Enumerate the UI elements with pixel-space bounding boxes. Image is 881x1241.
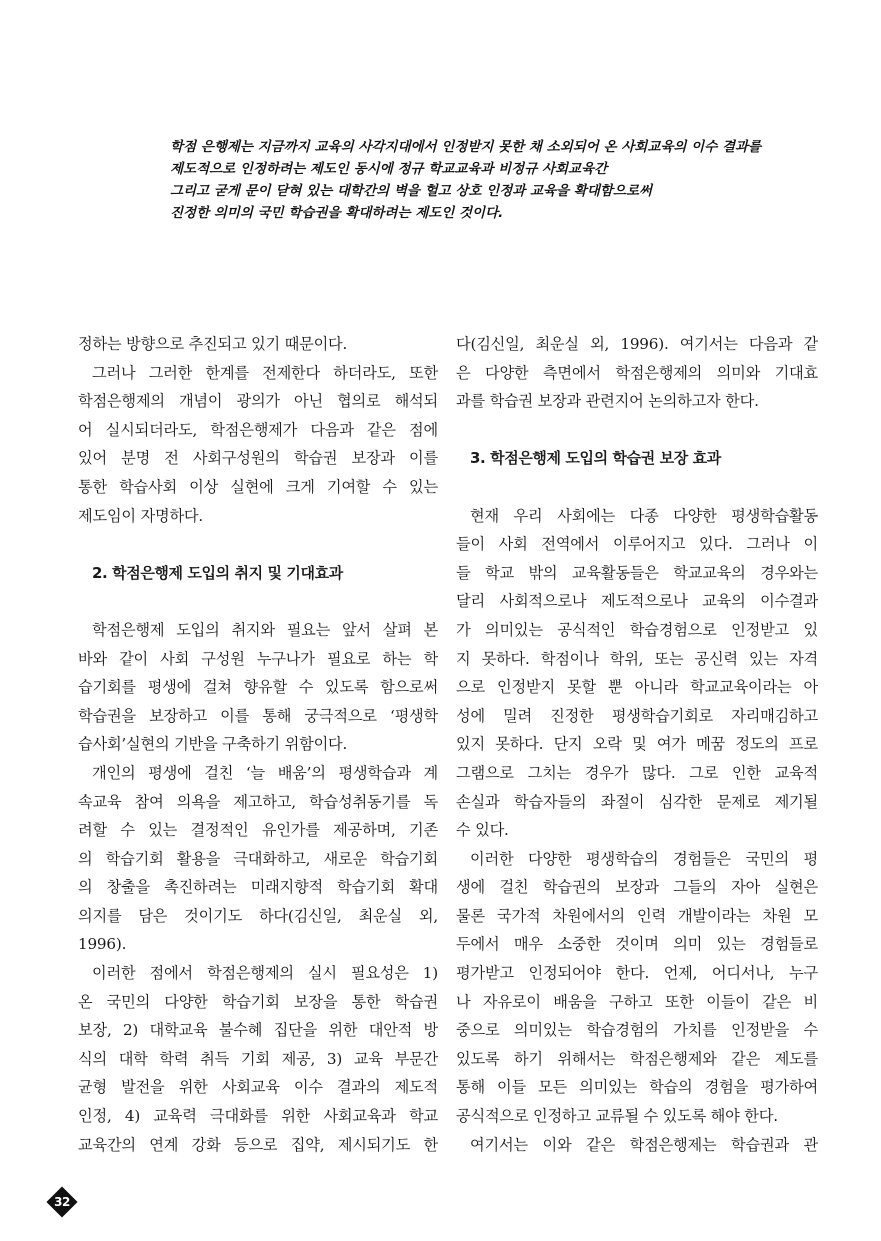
paragraph: [78, 959, 438, 1159]
text-line: 속교육 참여 의욕을 제고하고, 학습성취동기를 독: [78, 792, 438, 811]
text-line: 물론 국가적 차원에서의 인력 개발이라는 차원 모: [456, 906, 818, 925]
text-line: 인정, 4) 교육력 극대화를 위한 사회교육과 학교: [78, 1107, 438, 1126]
text-line: 과를 학습권 보장과 관련지어 논의하고자 한다.: [456, 392, 759, 411]
left-column: [78, 330, 438, 1159]
paragraph: [78, 330, 438, 359]
section-heading: 2. 학점은행제 도입의 취지 및 기대효과: [92, 563, 343, 582]
pull-quote-line: 그리고 굳게 문이 닫혀 있는 대학간의 벽을 헐고 상호 인정과 교육을 확대함으로써: [170, 183, 653, 199]
text-line: 들이 사회 전역에서 이루어지고 있다. 그러나 이: [456, 535, 818, 554]
spacer: [78, 530, 438, 559]
paragraph: [456, 845, 818, 1131]
text-line: 려할 수 있는 결정적인 유인가를 제공하며, 기존: [78, 821, 438, 840]
pull-quote-line: 진정한 의미의 국민 학습권을 확대하려는 제도인 것이다.: [170, 205, 504, 221]
text-line: 제도임이 자명하다.: [78, 506, 204, 525]
text-line: 중으로 의미있는 학습경험의 가치를 인정받을 수: [456, 1021, 818, 1040]
text-line: 성에 밀려 진정한 평생학습기회로 자리매김하고: [456, 706, 818, 725]
text-line: 평가받고 인정되어야 한다. 언제, 어디서나, 누구: [456, 964, 818, 983]
text-line: 두에서 매우 소중한 것이며 의미 있는 경험들로: [456, 935, 818, 954]
text-line: 들 학교 밖의 교육활동들은 학교교육의 경우와는: [456, 563, 818, 582]
text-line: 어 실시되더라도, 학점은행제가 다음과 같은 점에: [78, 420, 438, 439]
text-line: 공식적으로 인정하고 교류될 수 있도록 해야 한다.: [456, 1107, 778, 1126]
spacer: [456, 416, 818, 445]
pull-quote: [170, 136, 770, 224]
text-line: 통해 이들 모든 의미있는 학습의 경험을 평가하여: [456, 1078, 818, 1097]
text-line: 의 창출을 촉진하려는 미래지향적 학습기회 확대: [78, 878, 438, 897]
page-number: 32: [54, 1195, 70, 1209]
text-line: 있도록 하기 위해서는 학점은행제와 같은 제도를: [456, 1049, 818, 1068]
text-line: 생에 걸친 학습권의 보장과 그들의 자아 실현은: [456, 878, 818, 897]
text-line: 이러한 점에서 학점은행제의 실시 필요성은 1): [92, 964, 438, 983]
text-line: 수 있다.: [456, 821, 509, 840]
text-line: 나 자유로이 배움을 구하고 또한 이들이 같은 비: [456, 992, 818, 1011]
text-line: 으로 인정받지 못할 뿐 아니라 학교교육이라는 아: [456, 678, 818, 697]
page-number-badge: [47, 1187, 77, 1217]
text-line: 습사회’실현의 기반을 구축하기 위함이다.: [78, 735, 348, 754]
text-line: 습기회를 평생에 걸쳐 향유할 수 있도록 함으로써: [78, 678, 438, 697]
text-line: 있어 분명 전 사회구성원의 학습권 보장과 이를: [78, 449, 438, 468]
spacer: [78, 587, 438, 616]
paragraph: [78, 759, 438, 959]
text-line: 그램으로 그치는 경우가 많다. 그로 인한 교육적: [456, 763, 818, 782]
text-line: 통한 학습사회 이상 실현에 크게 기여할 수 있는: [78, 477, 438, 496]
text-line: 있지 못하다. 단지 오락 및 여가 메꿈 정도의 프로: [456, 735, 818, 754]
text-line: 가 의미있는 공식적인 학습경험으로 인정받고 있: [456, 620, 818, 639]
spacer: [456, 473, 818, 502]
text-line: 의지를 담은 것이기도 하다(김신일, 최운실 외,: [78, 906, 438, 925]
pull-quote-line: 제도적으로 인정하려는 제도인 동시에 정규 학교교육과 비정규 사회교육간: [170, 161, 608, 177]
text-line: 교육간의 연계 강화 등으로 집약, 제시되기도 한: [78, 1135, 438, 1154]
text-line: 여기서는 이와 같은 학점은행제는 학습권과 관: [470, 1135, 818, 1154]
text-line: 보장, 2) 대학교육 불수혜 집단을 위한 대안적 방: [78, 1021, 438, 1040]
text-line: 1996).: [78, 935, 127, 954]
pull-quote-line: 학점 은행제는 지금까지 교육의 사각지대에서 인정받지 못한 채 소외되어 온 사회교육의 이수 결과를: [170, 139, 762, 155]
right-column: [456, 330, 818, 1159]
text-line: 학점은행제 도입의 취지와 필요는 앞서 살펴 본: [92, 620, 438, 639]
paragraph: [456, 502, 818, 845]
text-line: 다(김신일, 최운실 외, 1996). 여기서는 다음과 같: [456, 335, 818, 353]
text-line: 현재 우리 사회에는 다종 다양한 평생학습활동: [470, 506, 818, 525]
paragraph: [456, 330, 818, 416]
text-line: 균형 발전을 위한 사회교육 이수 결과의 제도적: [78, 1078, 438, 1097]
text-line: 온 국민의 다양한 학습기회 보장을 통한 학습권: [78, 992, 438, 1011]
text-line: 달리 사회적으로나 제도적으로나 교육의 이수결과: [456, 592, 818, 611]
paragraph: [78, 359, 438, 531]
section-heading: 3. 학점은행제 도입의 학습권 보장 효과: [470, 449, 721, 468]
text-line: 이러한 다양한 평생학습의 경험들은 국민의 평: [470, 849, 818, 868]
text-line: 손실과 학습자들의 좌절이 심각한 문제로 제기될: [456, 792, 818, 811]
text-line: 그러나 그러한 한계를 전제한다 하더라도, 또한: [92, 363, 438, 382]
paragraph: [456, 1131, 818, 1160]
text-line: 지 못하다. 학점이나 학위, 또는 공신력 있는 자격: [456, 649, 818, 668]
text-line: 바와 같이 사회 구성원 누구나가 필요로 하는 학: [78, 649, 438, 668]
text-line: 학점은행제의 개념이 광의가 아닌 협의로 해석되: [78, 392, 438, 411]
paragraph: [78, 616, 438, 759]
text-line: 식의 대학 학력 취득 기회 제공, 3) 교육 부문간: [78, 1049, 438, 1068]
text-line: 은 다양한 측면에서 학점은행제의 의미와 기대효: [456, 363, 818, 382]
text-line: 정하는 방향으로 추진되고 있기 때문이다.: [78, 335, 348, 353]
text-line: 의 학습기회 활용을 극대화하고, 새로운 학습기회: [78, 849, 438, 868]
text-line: 학습권을 보장하고 이를 통해 궁극적으로 ‘평생학: [78, 706, 438, 725]
text-line: 개인의 평생에 걸친 ‘늘 배움’의 평생학습과 계: [92, 763, 438, 782]
